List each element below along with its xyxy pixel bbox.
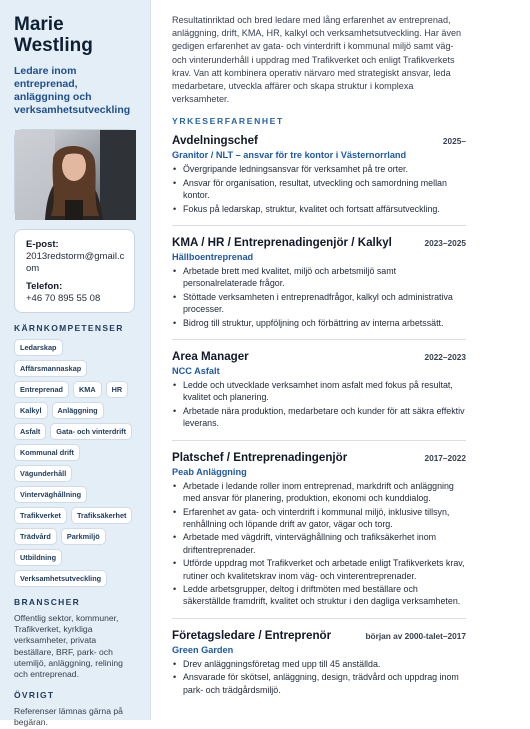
job-bullet: • Erfarenhet av gata- och vinterdrift i kommunal miljö, inklusive tillsyn, renhållning och löpande drift av gator, vägar och torg.: [172, 506, 466, 531]
job-date: 2022–2023: [424, 352, 466, 363]
skill-tag: Kommunal drift: [14, 444, 80, 461]
job-bullet: • Ansvarade för skötsel, anläggning, design, trädvård och uppdrag inom park- och trädgårdsmiljö.: [172, 671, 466, 696]
profile-photo: [14, 129, 135, 219]
first-name: Marie: [14, 14, 64, 35]
main-content: [172, 14, 466, 696]
skills-heading: KÄRNKOMPETENSER: [14, 323, 124, 333]
job-bullet: • Övergripande ledningsansvar för verksamhet på tre orter.: [172, 163, 466, 175]
skill-tag: HR: [106, 381, 129, 398]
job-bullet: • Stöttade verksamheten i entreprenadfrågor, kalkyl och administrativa processer.: [172, 291, 466, 316]
industries-text: Offentlig sektor, kommuner, Trafikverket, kyrkliga verksamheter, privata beställare, BRF, park- och utemiljö, anläggning, relining och entreprenad.: [14, 613, 123, 680]
summary: Resultatinriktad och bred ledare med lång erfarenhet av entreprenad, anläggning, drift, KMA, HR, kalkyl och verksamhetsutveckling. Har även gedigen erfarenhet av gata- och vinterdrift i kommunal miljö samt väg- och vinterunderhåll i uppdrag med Trafikverket och enligt Trafikverkets krav. Van att kombinera operativ närvaro med strategiskt ansvar, leda medarbetare, utveckla affärer och skapa struktur i komplexa verksamheter.: [172, 15, 462, 105]
experience-heading: YRKESERFARENHET: [172, 116, 284, 127]
job-employer: NCC Asfalt: [172, 366, 220, 377]
phone-value[interactable]: +46 70 895 55 08: [26, 293, 101, 304]
job-entry: [172, 618, 466, 696]
job-entry: [172, 440, 466, 608]
headline: Ledare inom entreprenad, anläggning och verksamhetsutveckling: [14, 65, 131, 116]
job-bullet: • Bidrog till struktur, uppföljning och förbättring av interna arbetssätt.: [172, 317, 466, 329]
industries-heading: BRANSCHER: [14, 597, 81, 607]
skill-tag: Asfalt: [14, 423, 46, 440]
skill-tag: Trafiksäkerhet: [71, 507, 133, 524]
job-bullet: • Drev anläggningsföretag med upp till 45 anställda.: [172, 658, 466, 670]
job-bullet: • Arbetade med vägdrift, vinterväghållning och trafiksäkerhet inom driftentreprenader.: [172, 531, 466, 556]
job-title: Area Manager: [172, 350, 249, 364]
email-value[interactable]: 2013redstorm@gmail.com: [26, 251, 125, 274]
skill-tag: KMA: [73, 381, 102, 398]
job-bullet: • Fokus på ledarskap, struktur, kvalitet och fortsatt affärsutveckling.: [172, 203, 466, 215]
skill-tag: Gata- och vinterdrift: [50, 423, 132, 440]
skill-tag: Trafikverket: [14, 507, 67, 524]
skill-tag: Vägunderhåll: [14, 465, 72, 482]
contact-card: [14, 229, 135, 313]
job-employer: Peab Anläggning: [172, 466, 247, 477]
job-entry: [172, 126, 466, 215]
job-title: Företagsledare / Entreprenör: [172, 628, 332, 642]
skills-list: [14, 339, 138, 587]
job-employer: Green Garden: [172, 644, 234, 655]
skill-tag: Entreprenad: [14, 381, 69, 398]
job-bullet: • Ledde arbetsgrupper, deltog i driftmöten med beställare och säkerställde framdrift, kvalitet och struktur i den dagliga verksamheten.: [172, 583, 466, 608]
job-bullet: • Utförde uppdrag mot Trafikverket och arbetade enligt Trafikverkets krav, rutiner och kvalitetskrav inom väg- och vinterentreprenader.: [172, 557, 466, 582]
column-divider: [150, 0, 151, 720]
job-employer: Granitor / NLT – ansvar för tre kontor i Västernorrland: [172, 150, 407, 161]
skill-tag: Kalkyl: [14, 402, 48, 419]
other-text: Referenser lämnas gärna på begäran.: [14, 706, 123, 728]
skill-tag: Vinterväghållning: [14, 486, 87, 503]
job-title: Platschef / Entreprenadingenjör: [172, 450, 348, 464]
job-date: 2025–: [442, 136, 466, 147]
phone-label: Telefon:: [26, 281, 63, 292]
job-bullet: • Arbetade i ledande roller inom entreprenad, markdrift och anläggning med ansvar för planering, produktion, ekonomi och kunddialog.: [172, 480, 466, 505]
job-entry: [172, 339, 466, 430]
sidebar: [0, 0, 150, 728]
job-date: början av 2000-talet–2017: [365, 630, 466, 641]
job-date: 2023–2025: [424, 238, 466, 249]
last-name: Westling: [14, 35, 93, 56]
job-bullet: • Ledde och utvecklade verksamhet inom asfalt med fokus på resultat, kvalitet och planering.: [172, 379, 466, 404]
job-entry: [172, 225, 466, 329]
skill-tag: Anläggning: [52, 402, 104, 419]
job-title: KMA / HR / Entreprenadingenjör / Kalkyl: [172, 236, 392, 250]
skill-tag: Verksamhetsutveckling: [14, 570, 107, 587]
job-title: Avdelningschef: [172, 134, 258, 148]
job-date: 2017–2022: [424, 452, 466, 463]
job-bullet: • Arbetade nära produktion, medarbetare och kunder för att säkra effektiv leverans.: [172, 405, 466, 430]
job-bullet: • Ansvar för organisation, resultat, utveckling och samordning mellan kontor.: [172, 177, 466, 202]
skill-tag: Affärsmannaskap: [14, 360, 87, 377]
job-employer: Hällboentreprenad: [172, 252, 254, 263]
job-bullet: • Arbetade brett med kvalitet, miljö och arbetsmiljö samt personalrelaterade frågor.: [172, 265, 466, 290]
email-label: E-post:: [26, 239, 59, 250]
skill-tag: Trädvård: [14, 528, 57, 545]
skill-tag: Utbildning: [14, 549, 62, 566]
other-heading: ÖVRIGT: [14, 690, 55, 701]
skill-tag: Parkmiljö: [61, 528, 106, 545]
skill-tag: Ledarskap: [14, 339, 63, 356]
